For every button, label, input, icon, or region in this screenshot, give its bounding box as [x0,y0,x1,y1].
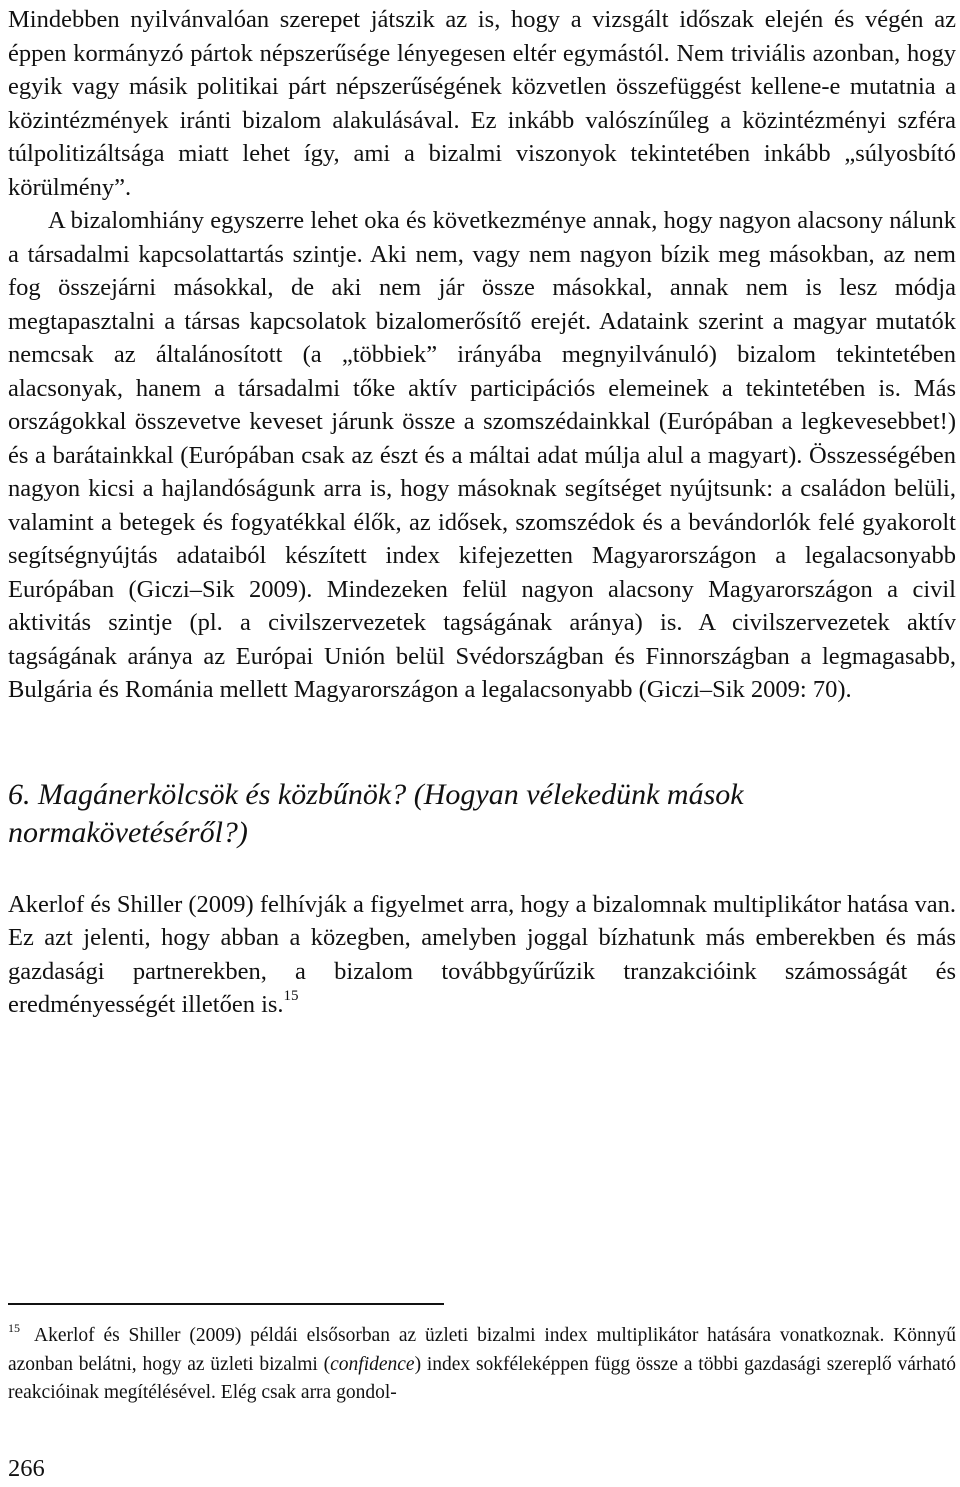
body-paragraph-1: Mindebben nyilvánvalóan szerepet játszik az is, hogy a vizsgált időszak elején és végén az éppen kormányzó pártok népszerűsége lényegesen eltér egymástól. Nem triviális azonban, hogy egyik vagy másik politikai párt népszerűségének közvetlen összefüggést kellene-e mutatnia a közintézmények iránti bizalom alakulásával. Ez inkább valószínűleg a közintézményi szféra túlpolitizáltsága miatt lehet így, ami a bizalmi viszonyok tekintetében inkább „súlyosbító körülmény”. [8,6,956,201]
footnote-italic-word: confidence [330,1353,415,1375]
section-heading: 6. Magánerkölcsök és közbűnök? (Hogyan vélekedünk mások normakövetéséről?) [8,777,744,849]
page-body [8,0,956,1022]
page-number: 266 [8,1455,45,1482]
footnote-text-after: ) index sokféleképpen függ össze a többi gazdasági szereplő várható reakcióinak megítélésével. Elég csak arra gondol- [8,1353,956,1403]
footnote-reference[interactable]: 15 [283,988,299,1004]
footnote-number: 15 [8,1321,20,1335]
body-paragraph-3-text: Akerlof és Shiller (2009) felhívják a figyelmet arra, hogy a bizalomnak multiplikátor hatása van. Ez azt jelenti, hogy abban a közegben, amelyben joggal bízhatunk más emberekben és más gazdasági partnerekben, a bizalom továbbgyűrűzik tranzakcióink számosságát és eredményességét illetően is. [8,890,956,1018]
body-paragraph-3 [8,888,956,1022]
footnote-text-before: Akerlof és Shiller (2009) példái elsősorban az üzleti bizalmi index multiplikátor hatására vonatkoznak. Könnyű azonban belátni, hogy az üzleti bizalmi ( [8,1325,956,1375]
body-paragraph-2: A bizalomhiány egyszerre lehet oka és következménye annak, hogy nagyon alacsony nálunk a társadalmi kapcsolattartás szintje. Aki nem, vagy nem nagyon bízik meg másokban, az nem fog összejárni másokkal, de aki nem jár össze másokkal, annak nem is lesz módja megtapasztalni a társas kapcsolatok bizalomerősítő erejét. Adataink szerint a magyar mutatók nemcsak az általánosított (a „többiek” irányába megnyilvánuló) bizalom tekintetében alacsonyak, hanem a társadalmi tőke aktív participációs elemeinek a tekintetében is. Más országokkal összevetve keveset járunk össze a szomszédainkkal (Európában a legkevesebbet!) és a barátainkkal (Európában csak az észt és a máltai adat múlja alul a magyart). Összességében nagyon kicsi a hajlandóságunk arra is, hogy másoknak segítséget nyújtsunk: a családon belüli, valamint a betegek és fogyatékkal élők, az idősek, szomszédok és a bevándorlók felé gyakorolt segítségnyújtás adataiból készített index kifejezetten Magyarországon a legalacsonyabb Európában (Giczi–Sik 2009). Mindezeken felül nagyon alacsony Magyarországon a civil aktivitás szintje (pl. a civilszervezetek tagságának aránya) is. A civilszervezetek aktív tagságának aránya az Európai Unión belül Svédországban és Finnországban a legmagasabb, Bulgária és Románia mellett Magyarországon a legalacsonyabb (Giczi–Sik 2009: 70). [8,207,956,703]
footnote [8,1322,956,1408]
footnote-separator [8,1303,444,1305]
